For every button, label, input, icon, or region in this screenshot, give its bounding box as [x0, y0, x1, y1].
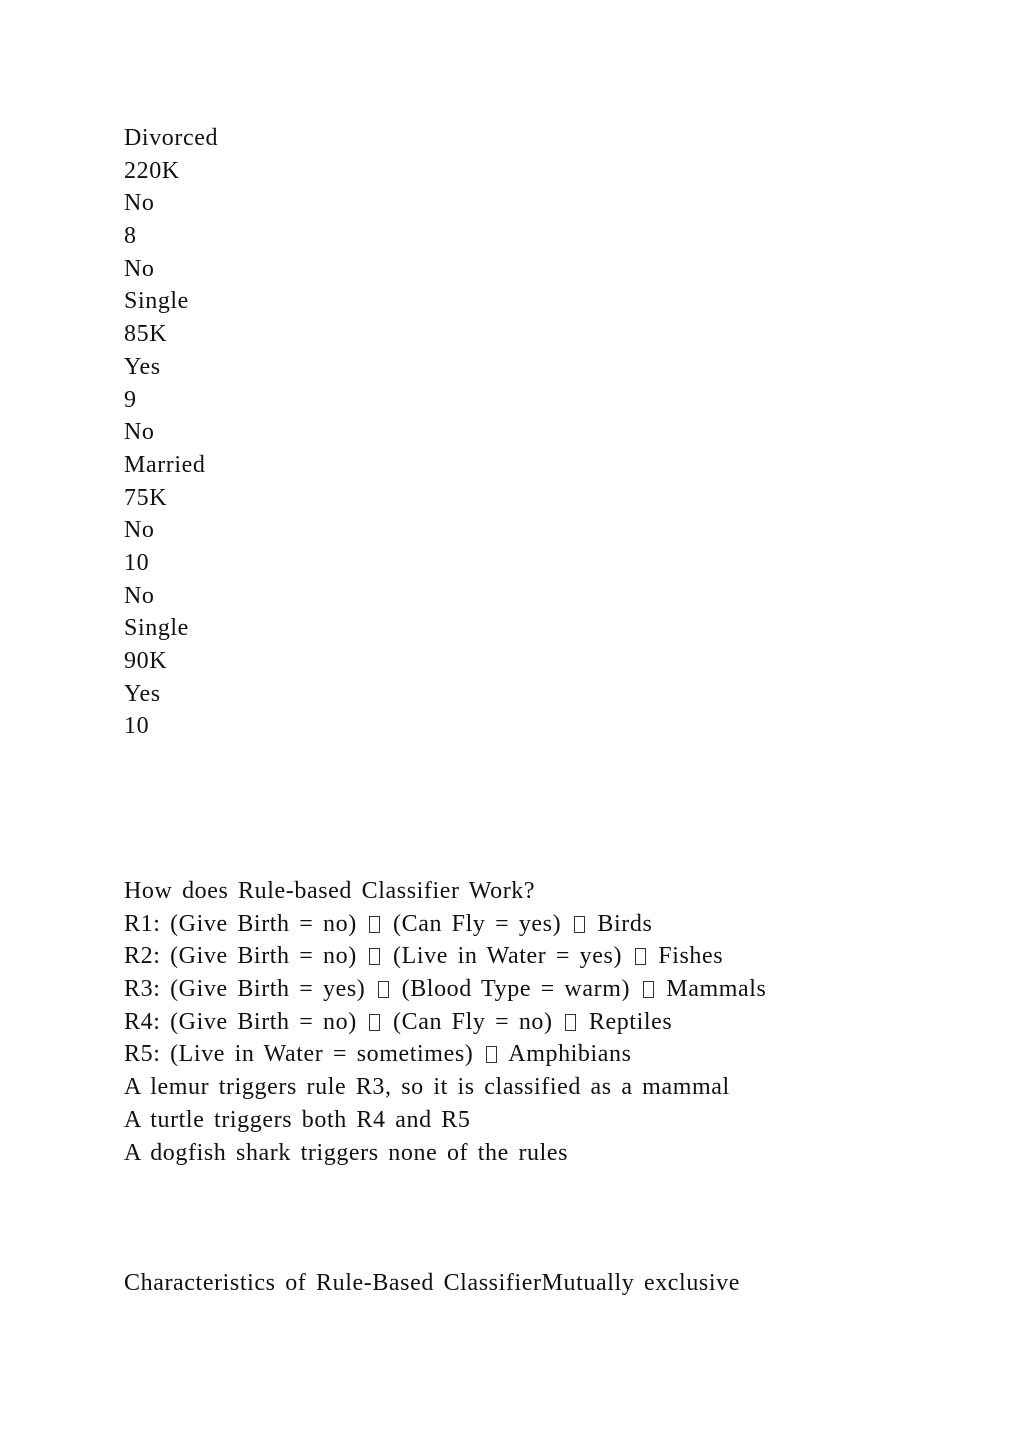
example-line: A turtle triggers both R4 and R5 — [124, 1106, 471, 1133]
record-line: 75K — [124, 484, 168, 511]
missing-glyph-icon — [369, 1014, 380, 1031]
record-line: Divorced — [124, 125, 219, 151]
missing-glyph-icon — [574, 916, 585, 933]
missing-glyph-icon — [643, 981, 654, 998]
record-line: 10 — [124, 713, 150, 740]
record-line: 9 — [124, 386, 137, 413]
record-line: No — [124, 190, 155, 217]
record-line: No — [124, 517, 155, 544]
record-line: 220K — [124, 157, 180, 184]
record-line: No — [124, 419, 155, 446]
rule-condition-b: (Live in Water = yes) — [393, 943, 623, 970]
missing-glyph-icon — [369, 948, 380, 965]
rule-condition-b: (Blood Type = warm) — [401, 976, 631, 1003]
rule-condition-a: R3: (Give Birth = yes) — [124, 976, 366, 1003]
records-list — [124, 122, 218, 743]
record-line: No — [124, 255, 155, 282]
rule-condition-a: R1: (Give Birth = no) — [124, 910, 357, 937]
missing-glyph-icon — [378, 981, 389, 998]
missing-glyph-icon — [565, 1014, 576, 1031]
record-line: Yes — [124, 353, 161, 380]
record-line: 85K — [124, 321, 168, 348]
example-line: A lemur triggers rule R3, so it is classified as a mammal — [124, 1074, 730, 1101]
rules-section — [124, 875, 766, 1169]
rule-result: Birds — [597, 910, 653, 937]
record-line: Married — [124, 451, 206, 478]
missing-glyph-icon — [369, 916, 380, 933]
record-line: Single — [124, 615, 189, 642]
rule-result: Reptiles — [588, 1008, 673, 1035]
section-heading: How does Rule-based Classifier Work? — [124, 878, 536, 904]
missing-glyph-icon — [635, 948, 646, 965]
record-line: 8 — [124, 223, 137, 250]
rule-line-r1 — [124, 908, 766, 941]
characteristics-section — [124, 1267, 740, 1300]
rule-condition-a: R2: (Give Birth = no) — [124, 943, 357, 970]
example-line: A dogfish shark triggers none of the rules — [124, 1139, 569, 1166]
rule-result: Fishes — [658, 943, 724, 970]
record-line: 10 — [124, 549, 150, 576]
rule-line-r5 — [124, 1038, 766, 1071]
rule-condition-b: (Can Fly = no) — [393, 1008, 553, 1035]
missing-glyph-icon — [486, 1046, 497, 1063]
record-line: 90K — [124, 648, 168, 674]
record-line: No — [124, 582, 155, 609]
record-line: Single — [124, 288, 189, 315]
rule-result: Mammals — [666, 976, 767, 1003]
rule-line-r4 — [124, 1006, 766, 1039]
rule-condition-b: (Can Fly = yes) — [393, 910, 562, 937]
rule-line-r2 — [124, 940, 766, 973]
rule-result: Amphibians — [508, 1041, 632, 1068]
record-line: Yes — [124, 680, 161, 707]
characteristics-heading: Characteristics of Rule-Based ClassifierMutually exclusive — [124, 1270, 740, 1296]
rule-condition: R5: (Live in Water = sometimes) — [124, 1041, 474, 1068]
rule-condition-a: R4: (Give Birth = no) — [124, 1008, 357, 1035]
rule-line-r3 — [124, 973, 766, 1006]
